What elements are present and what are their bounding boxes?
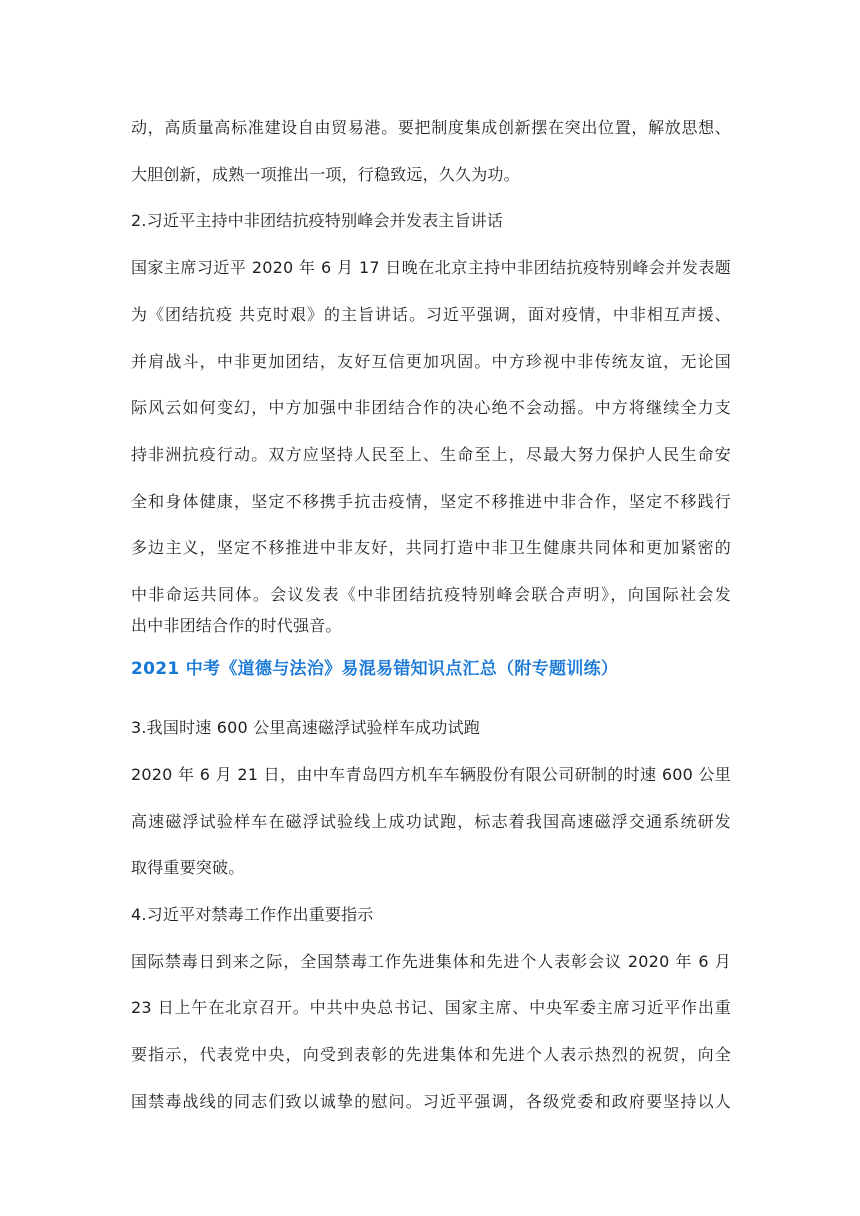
paragraph-line: 动，高质量高标准建设自由贸易港。要把制度集成创新摆在突出位置，解放思想、 xyxy=(131,118,731,137)
paragraph-line: 多边主义，坚定不移推进中非友好，共同打造中非卫生健康共同体和更加紧密的 xyxy=(131,538,731,557)
paragraph-line: 际风云如何变幻，中方加强中非团结合作的决心绝不会动摇。中方将继续全力支 xyxy=(131,398,731,417)
paragraph-line: 大胆创新，成熟一项推出一项，行稳致远，久久为功。 xyxy=(131,165,520,184)
section-heading-3: 3.我国时速 600 公里高速磁浮试验样车成功试跑 xyxy=(131,718,480,737)
paragraph-line: 国家主席习近平 2020 年 6 月 17 日晚在北京主持中非团结抗疫特别峰会并发表题 xyxy=(131,258,731,277)
paragraph-line: 23 日上午在北京召开。中共中央总书记、国家主席、中央军委主席习近平作出重 xyxy=(131,998,731,1017)
paragraph-line: 并肩战斗，中非更加团结，友好互信更加巩固。中方珍视中非传统友谊，无论国 xyxy=(131,352,731,371)
section-heading-4: 4.习近平对禁毒工作作出重要指示 xyxy=(131,905,374,924)
paragraph-line: 中非命运共同体。会议发表《中非团结抗疫特别峰会联合声明》，向国际社会发 xyxy=(131,585,731,604)
paragraph-line: 要指示，代表党中央，向受到表彰的先进集体和先进个人表示热烈的祝贺，向全 xyxy=(131,1045,731,1064)
paragraph-line: 出中非团结合作的时代强音。 xyxy=(131,616,342,635)
paragraph-line: 为《团结抗疫 共克时艰》的主旨讲话。习近平强调，面对疫情，中非相互声援、 xyxy=(131,305,731,324)
paragraph-line: 取得重要突破。 xyxy=(131,858,245,877)
paragraph-line: 2020 年 6 月 21 日，由中车青岛四方机车车辆股份有限公司研制的时速 600 公里 xyxy=(131,765,731,784)
paragraph-line: 高速磁浮试验样车在磁浮试验线上成功试跑，标志着我国高速磁浮交通系统研发 xyxy=(131,812,731,831)
section-heading-2: 2.习近平主持中非团结抗疫特别峰会并发表主旨讲话 xyxy=(131,211,504,230)
paragraph-line: 全和身体健康，坚定不移携手抗击疫情，坚定不移推进中非合作，坚定不移践行 xyxy=(131,492,731,511)
paragraph-line: 国禁毒战线的同志们致以诚挚的慰问。习近平强调，各级党委和政府要坚持以人 xyxy=(131,1092,731,1111)
banner-link[interactable]: 2021 中考《道德与法治》易混易错知识点汇总（附专题训练） xyxy=(131,659,619,679)
paragraph-line: 国际禁毒日到来之际，全国禁毒工作先进集体和先进个人表彰会议 2020 年 6 月 xyxy=(131,952,731,971)
paragraph-line: 持非洲抗疫行动。双方应坚持人民至上、生命至上，尽最大努力保护人民生命安 xyxy=(131,445,731,464)
